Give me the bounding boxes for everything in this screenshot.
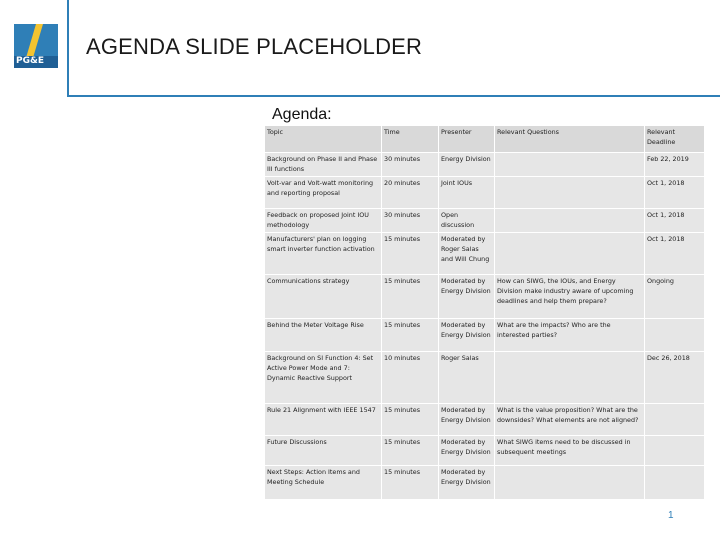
page-number: 1 xyxy=(668,510,674,521)
cell-presenter: Energy Division xyxy=(439,153,495,177)
cell-time: 20 minutes xyxy=(382,177,439,209)
cell-questions: What are the impacts? Who are the interested parties? xyxy=(495,319,645,352)
cell-questions xyxy=(495,466,645,500)
cell-topic: Manufacturers' plan on logging smart inverter function activation xyxy=(265,233,382,275)
cell-topic: Feedback on proposed Joint IOU methodology xyxy=(265,209,382,233)
cell-deadline: Ongoing xyxy=(645,275,705,319)
cell-presenter: Roger Salas xyxy=(439,352,495,404)
cell-topic: Background on SI Function 4: Set Active Power Mode and 7: Dynamic Reactive Support xyxy=(265,352,382,404)
cell-questions: What is the value proposition? What are the downsides? What elements are not aligned? xyxy=(495,404,645,436)
table-row xyxy=(265,275,705,319)
cell-presenter: Moderated by Energy Division xyxy=(439,275,495,319)
cell-deadline xyxy=(645,436,705,466)
table-row xyxy=(265,436,705,466)
column-header-presenter: Presenter xyxy=(439,126,495,153)
cell-topic: Volt-var and Volt-watt monitoring and reporting proposal xyxy=(265,177,382,209)
pge-logo xyxy=(6,20,66,90)
table-row xyxy=(265,153,705,177)
cell-topic: Behind the Meter Voltage Rise xyxy=(265,319,382,352)
cell-topic: Future Discussions xyxy=(265,436,382,466)
cell-time: 15 minutes xyxy=(382,404,439,436)
cell-questions xyxy=(495,352,645,404)
cell-time: 15 minutes xyxy=(382,436,439,466)
table-row xyxy=(265,319,705,352)
column-header-time: Time xyxy=(382,126,439,153)
logo-text: PG&E xyxy=(16,56,44,66)
table-row xyxy=(265,233,705,275)
cell-presenter: Moderated by Energy Division xyxy=(439,404,495,436)
cell-presenter: Open discussion xyxy=(439,209,495,233)
table-row xyxy=(265,352,705,404)
cell-deadline: Dec 26, 2018 xyxy=(645,352,705,404)
table-row xyxy=(265,466,705,500)
cell-presenter: Moderated by Energy Division xyxy=(439,466,495,500)
table-row xyxy=(265,404,705,436)
column-header-topic: Topic xyxy=(265,126,382,153)
cell-time: 15 minutes xyxy=(382,319,439,352)
cell-time: 10 minutes xyxy=(382,352,439,404)
cell-questions: What SIWG items need to be discussed in subsequent meetings xyxy=(495,436,645,466)
column-header-questions: Relevant Questions xyxy=(495,126,645,153)
cell-questions xyxy=(495,209,645,233)
cell-presenter: Moderated by Roger Salas and Will Chung xyxy=(439,233,495,275)
cell-questions xyxy=(495,233,645,275)
cell-questions xyxy=(495,177,645,209)
cell-deadline xyxy=(645,404,705,436)
header-horizontal-rule xyxy=(67,95,720,97)
cell-deadline: Oct 1, 2018 xyxy=(645,177,705,209)
cell-topic: Rule 21 Alignment with IEEE 1547 xyxy=(265,404,382,436)
column-header-deadline: Relevant Deadline xyxy=(645,126,705,153)
cell-time: 30 minutes xyxy=(382,209,439,233)
header-vertical-rule xyxy=(67,0,69,96)
cell-deadline xyxy=(645,466,705,500)
cell-deadline: Feb 22, 2019 xyxy=(645,153,705,177)
slide-title: AGENDA SLIDE PLACEHOLDER xyxy=(86,34,423,59)
cell-topic: Next Steps: Action Items and Meeting Schedule xyxy=(265,466,382,500)
cell-deadline: Oct 1, 2018 xyxy=(645,209,705,233)
cell-questions: How can SIWG, the IOUs, and Energy Division make industry aware of upcoming deadlines and help them prepare? xyxy=(495,275,645,319)
cell-deadline: Oct 1, 2018 xyxy=(645,233,705,275)
cell-questions xyxy=(495,153,645,177)
table-row xyxy=(265,177,705,209)
table-row xyxy=(265,209,705,233)
cell-presenter: Moderated by Energy Division xyxy=(439,319,495,352)
cell-deadline xyxy=(645,319,705,352)
cell-presenter: Joint IOUs xyxy=(439,177,495,209)
cell-presenter: Moderated by Energy Division xyxy=(439,436,495,466)
cell-time: 15 minutes xyxy=(382,466,439,500)
cell-time: 15 minutes xyxy=(382,275,439,319)
cell-topic: Communications strategy xyxy=(265,275,382,319)
logo-area xyxy=(0,0,70,97)
cell-time: 15 minutes xyxy=(382,233,439,275)
cell-time: 30 minutes xyxy=(382,153,439,177)
agenda-table xyxy=(264,125,705,500)
agenda-label: Agenda: xyxy=(272,106,332,123)
table-header-row xyxy=(265,126,705,153)
cell-topic: Background on Phase II and Phase III functions xyxy=(265,153,382,177)
